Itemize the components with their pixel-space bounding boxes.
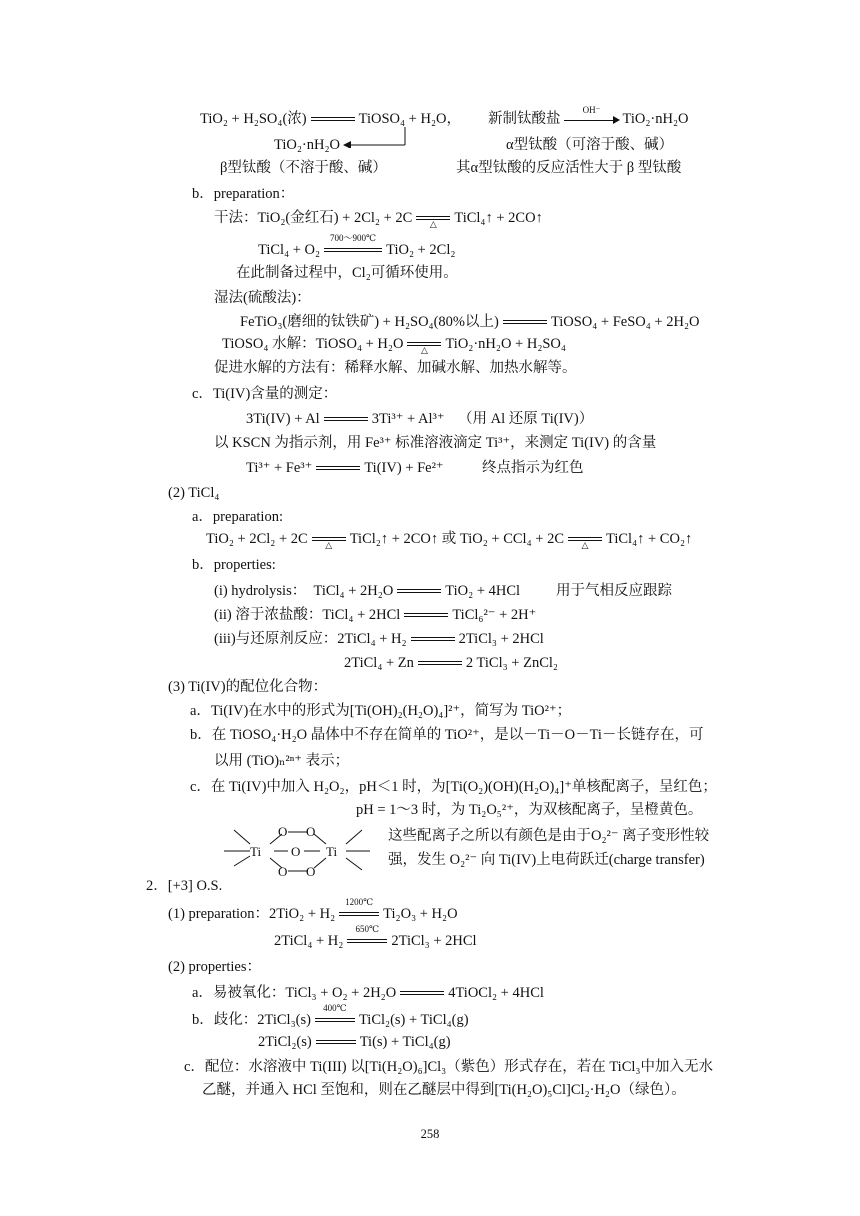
eq-dry-method: 干法：TiO₂(金红石) + 2Cl₂ + 2C △ TiCl₄↑ + 2CO↑ bbox=[214, 210, 543, 229]
eq-left: TiO₂ + H₂SO₄(浓) bbox=[200, 111, 307, 127]
eq-reductant-h2: (iii)与还原剂反应：2TiCl₄ + H₂ 2TiCl₃ + 2HCl bbox=[214, 631, 544, 647]
beta-titanate-formula: TiO₂·nH₂O bbox=[274, 137, 340, 153]
page-number: 258 bbox=[420, 1127, 440, 1141]
eq-conc-hcl: (ii) 溶于浓盐酸：TiCl₄ + 2HCl TiCl₆²⁻ + 2H⁺ bbox=[214, 607, 537, 623]
equals-temp-sign: 400℃ bbox=[315, 1012, 355, 1030]
coord-item-c-line2: pH = 1～3 时，为 Ti₂O₅²⁺，为双核配离子，呈橙黄色。 bbox=[356, 802, 703, 818]
coord-ti3-line2: 乙醚，并通入 HCl 至饱和，则在乙醚层中得到[Ti(H₂O)₅Cl]Cl₂·H₂O（绿色）。 bbox=[202, 1082, 686, 1098]
svg-text:Ti: Ti bbox=[326, 844, 338, 859]
coord-item-c-line1: c．在 Ti(IV)中加入 H₂O₂，pH＜1 时，为[Ti(O₂)(OH)(H₂O)₄]⁺单核配离子，呈红色； bbox=[190, 779, 717, 795]
heading-c-determination: c．Ti(IV)含量的测定： bbox=[192, 386, 338, 402]
eq-right: TiOSO₄ + H₂O， bbox=[358, 111, 461, 127]
peroxo-dimer-structure bbox=[222, 822, 372, 882]
eq-disproportionation-1: b．歧化：2TiCl₃(s) 400℃ TiCl₂(s) + TiCl₄(g) bbox=[192, 1002, 469, 1028]
coord-ti3-line1: c．配位：水溶液中 Ti(III) 以[Ti(H₂O)₆]Cl₃（紫色）形式存在，若在 TiCl₃中加入无水 bbox=[184, 1059, 713, 1075]
coord-item-c-line4: 强，发生 O₂²⁻ 向 Ti(IV)上电荷跃迁(charge transfer) bbox=[388, 852, 705, 868]
eq-oxidation: a．易被氧化：TiCl₃ + O₂ + 2H₂O 4TiOCl₂ + 4HCl bbox=[192, 985, 544, 1001]
equals-sign bbox=[503, 314, 547, 332]
equals-heat-sign: △ bbox=[407, 336, 441, 354]
equals-sign bbox=[316, 460, 360, 478]
reactivity-note: 其α型钛酸的反应活性大于 β 型钛酸 bbox=[456, 160, 682, 176]
eq-titanate bbox=[488, 104, 689, 129]
equals-heat-sign: △ bbox=[416, 210, 450, 228]
endpoint-note: 终点指示为红色 bbox=[482, 460, 584, 476]
svg-text:O: O bbox=[291, 844, 301, 859]
eq-tio2-h2so4 bbox=[200, 110, 461, 129]
svg-text:Ti: Ti bbox=[250, 844, 262, 859]
heading-a-preparation: a．preparation: bbox=[192, 509, 283, 525]
eq-wet-method-2: TiOSO₄ 水解：TiOSO₄ + H₂O △ TiO₂·nH₂O + H₂SO₄ bbox=[222, 336, 566, 355]
svg-text:O: O bbox=[278, 824, 288, 839]
equals-sign bbox=[418, 655, 462, 673]
equals-sign bbox=[324, 411, 368, 429]
section-2-oxidation-state: 2．[+3] O.S. bbox=[146, 878, 223, 894]
gas-tracking-note: 用于气相反应跟踪 bbox=[556, 583, 672, 599]
coord-item-b-line1: b．在 TiOSO₄·H₂O 晶体中不存在简单的 TiO²⁺，是以－Ti－O－Ti－长链存在，可 bbox=[190, 727, 704, 743]
heading-b-preparation: b．preparation： bbox=[192, 186, 295, 202]
arrow-right-icon: OH⁻ bbox=[564, 111, 620, 129]
svg-text:O: O bbox=[306, 824, 316, 839]
equals-temp-sign: 1200℃ bbox=[339, 906, 379, 924]
equals-sign bbox=[404, 607, 448, 625]
heading-b-properties: b．properties: bbox=[192, 557, 276, 573]
beta-titanate-note: β型钛酸（不溶于酸、碱） bbox=[220, 160, 387, 176]
coord-item-b-line2: 以用 (TiO)ₙ²ⁿ⁺ 表示； bbox=[214, 753, 350, 769]
coord-item-a: a．Ti(IV)在水中的形式为[Ti(OH)₂(H₂O)₄]²⁺，简写为 TiO²⁺； bbox=[190, 703, 572, 719]
eq-reductant-zn: 2TiCl₄ + Zn 2 TiCl₃ + ZnCl₂ bbox=[344, 655, 558, 671]
section-ticl4: (2) TiCl₄ bbox=[168, 485, 220, 501]
hydrolysis-promote-note: 促进水解的方法有：稀释水解、加碱水解、加热水解等。 bbox=[214, 360, 577, 376]
bent-arrow-icon bbox=[342, 126, 408, 148]
equals-temp-sign: 650℃ bbox=[347, 933, 387, 951]
eq-ti2o3-preparation: (1) preparation：2TiO₂ + H₂ 1200℃ Ti₂O₃ + H₂O bbox=[168, 896, 458, 922]
eq-ticl3-preparation: 2TiCl₄ + H₂ 650℃ 2TiCl₃ + 2HCl bbox=[274, 923, 477, 949]
svg-text:O: O bbox=[278, 864, 288, 879]
equals-sign bbox=[316, 1034, 356, 1052]
eq-ticl4-preparation: TiO₂ + 2Cl₂ + 2C △ TiCl₂↑ + 2CO↑ 或 TiO₂ + CCl₄ + 2C △ TiCl₄↑ + CO₂↑ bbox=[206, 531, 693, 550]
equals-sign bbox=[400, 985, 444, 1003]
section-coordination: (3) Ti(IV)的配位化合物： bbox=[168, 679, 328, 695]
equals-temp-sign: 700～900℃ bbox=[324, 242, 382, 260]
eq-dry-method-2: TiCl₄ + O₂ 700～900℃ TiO₂ + 2Cl₂ bbox=[258, 232, 456, 258]
section-2-properties: (2) properties： bbox=[168, 959, 262, 975]
eq-right: TiO₂·nH₂O bbox=[622, 111, 689, 127]
eq-hydrolysis: (i) hydrolysis： TiCl₄ + 2H₂O TiO₂ + 4HCl bbox=[214, 583, 521, 599]
eq-left: 新制钛酸盐 bbox=[488, 111, 561, 127]
cl2-recycle-note: 在此制备过程中，Cl₂可循环使用。 bbox=[236, 265, 458, 281]
al-reduction-note: （用 Al 还原 Ti(IV)） bbox=[458, 411, 594, 427]
titration-note: 以 KSCN 为指示剂，用 Fe³⁺ 标准溶液滴定 Ti³⁺，来测定 Ti(IV) 的含量 bbox=[214, 435, 657, 451]
eq-wet-method-1: FeTiO₃(磨细的钛铁矿) + H₂SO₄(80%以上) TiOSO₄ + FeSO₄ + 2H₂O bbox=[240, 314, 700, 330]
alpha-titanate-note: α型钛酸（可溶于酸、碱） bbox=[506, 137, 674, 153]
eq-al-reduction: 3Ti(IV) + Al 3Ti³⁺ + Al³⁺ bbox=[246, 411, 445, 427]
eq-disproportionation-2: 2TiCl₂(s) Ti(s) + TiCl₄(g) bbox=[258, 1034, 451, 1050]
equals-sign bbox=[411, 631, 455, 649]
equals-heat-sign: △ bbox=[312, 531, 346, 549]
wet-method-heading: 湿法(硫酸法)： bbox=[214, 290, 311, 306]
coord-item-c-line3: 这些配离子之所以有颜色是由于O₂²⁻ 离子变形性较 bbox=[388, 828, 710, 844]
equals-heat-sign: △ bbox=[568, 531, 602, 549]
eq-titration: Ti³⁺ + Fe³⁺ Ti(IV) + Fe²⁺ bbox=[246, 460, 444, 476]
equals-sign bbox=[397, 583, 441, 601]
svg-text:O: O bbox=[306, 864, 316, 879]
